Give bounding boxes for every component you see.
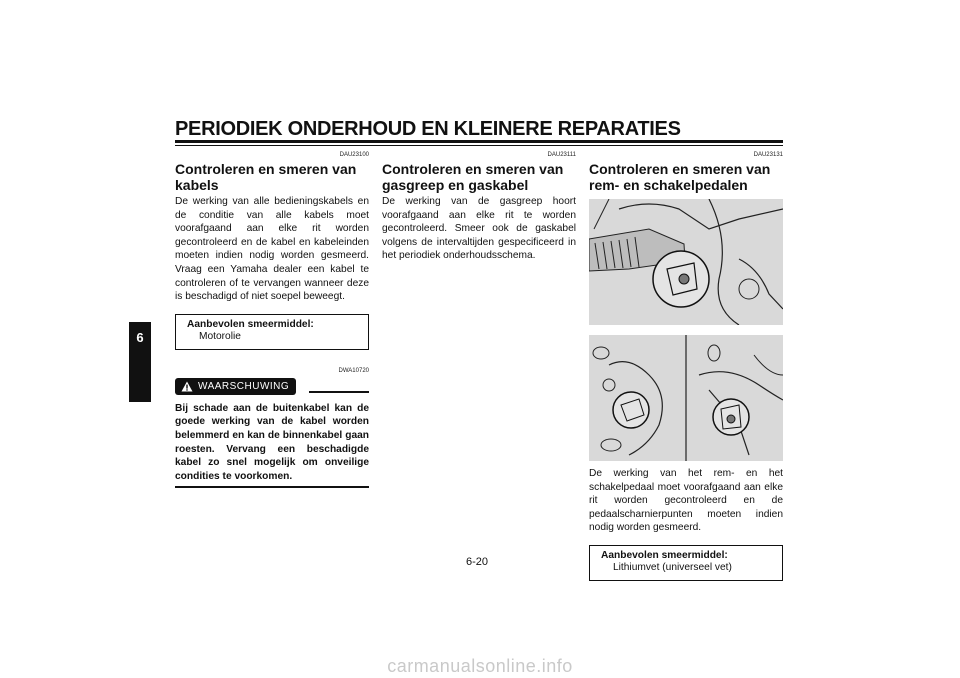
lubricant-title: Aanbevolen smeermiddel: bbox=[601, 549, 728, 561]
lubricant-value: Lithiumvet (universeel vet) bbox=[613, 562, 732, 574]
warning-text: Bij schade aan de buitenkabel kan de goede werking van de kabel worden belemmerd en kan de binnenkabel gaan roesten. Vervang een beschadigde kabel zo snel mogelijk om onveilige condities te voorkomen. bbox=[175, 402, 369, 482]
page-header-title: PERIODIEK ONDERHOUD EN KLEINERE REPARATIES bbox=[175, 118, 681, 140]
warning-code: DWA10720 bbox=[338, 367, 369, 374]
page-number: 6-20 bbox=[466, 556, 489, 568]
section-body: De werking van alle bedieningskabels en de conditie van alle kabels moet voorafgaand aan elke rit worden gecontroleerd en de kabel en kabeleinden moeten indien nodig worden gesmeerd. Vraag een Yamaha dealer een kabel te controleren of te vervangen wanneer deze is beschadigd of niet soepel beweegt. bbox=[175, 196, 369, 303]
watermark: carmanualsonline.info bbox=[387, 656, 573, 676]
warning-rule bbox=[309, 391, 369, 393]
shift-pedal-illustration bbox=[589, 335, 783, 461]
section-code: DAU23100 bbox=[339, 152, 369, 158]
section-body: De werking van het rem- en het schakelpedaal moet voorafgaand aan elke rit worden gecontroleerd en de pedaalscharnierpunten moeten indien nodig worden gesmeerd. bbox=[589, 468, 783, 534]
section-code: DAU23131 bbox=[753, 152, 783, 158]
section-heading: Controleren en smeren van kabels bbox=[175, 161, 357, 193]
section-code: DAU23111 bbox=[547, 152, 576, 158]
brake-pedal-drawing bbox=[589, 199, 783, 325]
lubricant-value: Motorolie bbox=[199, 331, 241, 343]
section-heading: Controleren en smeren van gasgreep en gaskabel bbox=[382, 161, 564, 193]
section-heading: Controleren en smeren van rem- en schakelpedalen bbox=[589, 161, 771, 193]
section-throttle bbox=[382, 152, 576, 263]
lubricant-title: Aanbevolen smeermiddel: bbox=[187, 318, 314, 330]
section-pedals bbox=[589, 152, 783, 581]
warning-header bbox=[175, 378, 369, 396]
brake-pedal-illustration bbox=[589, 199, 783, 325]
lubricant-box bbox=[589, 545, 783, 581]
lubricant-box bbox=[175, 314, 369, 350]
warning-label: WAARSCHUWING bbox=[198, 380, 290, 392]
header-rule-thin bbox=[175, 145, 783, 146]
chapter-tab: 6 bbox=[129, 322, 151, 402]
header-rule-thick bbox=[175, 140, 783, 143]
warning-end-rule bbox=[175, 486, 369, 488]
warning-triangle-icon bbox=[181, 381, 193, 392]
section-cables bbox=[175, 152, 369, 488]
section-body: De werking van de gasgreep hoort voorafgaand aan elke rit te worden gecontroleerd. Smeer ook de gaskabel volgens de intervaltijden gespecificeerd in het periodiek onderhoudsschema. bbox=[382, 196, 576, 262]
warning-badge bbox=[175, 378, 296, 395]
shift-pedal-drawing bbox=[589, 335, 783, 461]
